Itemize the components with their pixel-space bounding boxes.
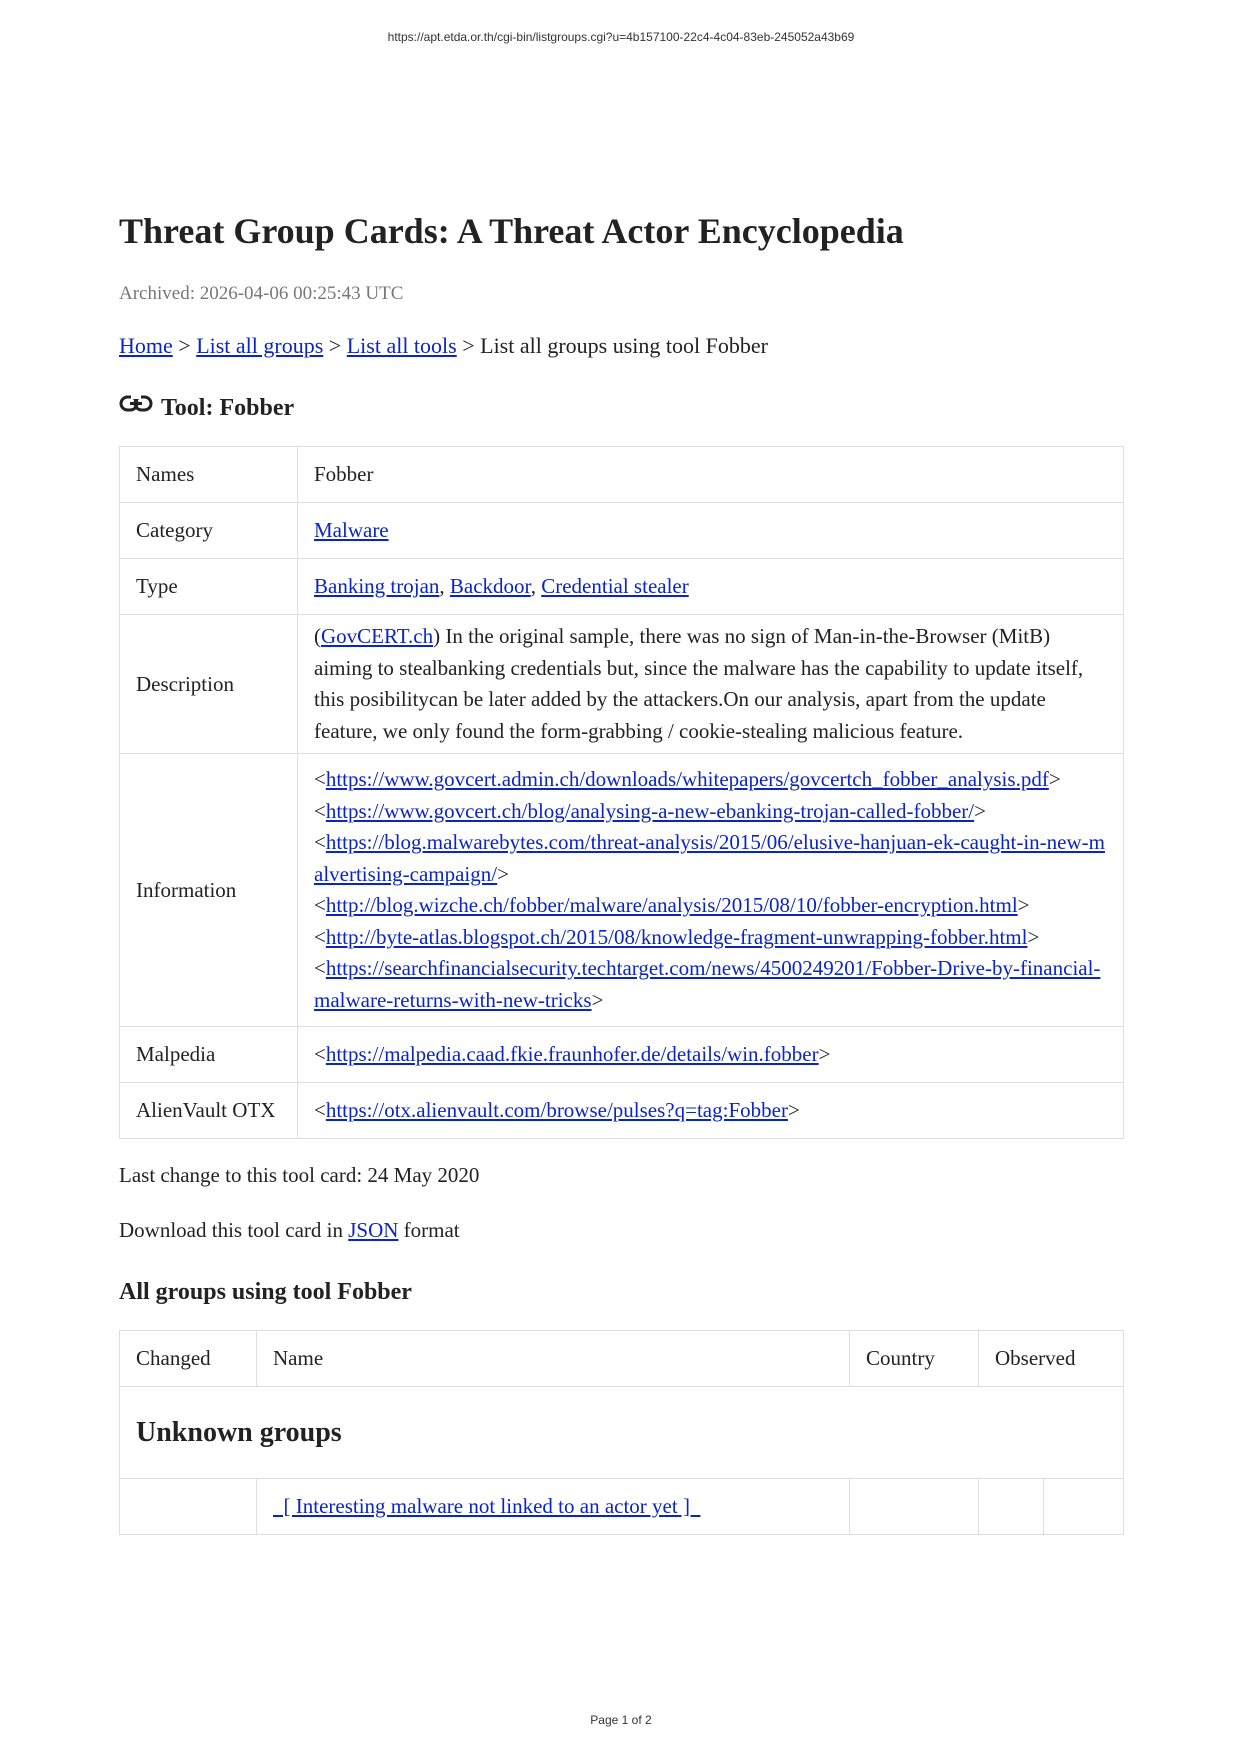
table-header-row [120,1331,1124,1387]
gt: > [974,798,986,823]
type-separator: , [530,574,542,599]
information-cell [298,754,1124,1027]
type-link-backdoor[interactable]: Backdoor [449,574,531,599]
column-header-changed: Changed [120,1331,257,1387]
type-link-credential-stealer[interactable]: Credential stealer [541,574,689,599]
lt: < [314,924,326,949]
breadcrumb-separator: > [172,333,197,359]
table-row [120,754,1124,1027]
breadcrumb-list-groups-link[interactable]: List all groups [196,333,324,359]
main-content [119,210,1124,1535]
gt: > [787,1098,800,1123]
gt: > [1048,767,1061,792]
information-label: Information [120,754,298,1027]
download-suffix: format [398,1218,460,1243]
malpedia-cell [298,1027,1124,1083]
table-row [120,1479,1124,1535]
breadcrumb-home-link[interactable]: Home [119,333,173,359]
last-change-text: Last change to this tool card: 24 May 2020 [119,1163,480,1188]
information-link-row [314,953,1107,1016]
print-url: https://apt.etda.or.th/cgi-bin/listgroups.cgi?u=4b157100-22c4-4c04-83eb-245052a43b69 [387,30,855,44]
information-link[interactable]: https://searchfinancialsecurity.techtarget.com/news/4500249201/Fobber-Drive-by-financial-malware-returns-with-new-tricks [314,956,1101,1012]
link-icon [119,394,153,414]
table-row [120,1083,1124,1139]
information-link[interactable]: https://www.govcert.admin.ch/downloads/whitepapers/govcertch_fobber_analysis.pdf [325,767,1049,792]
lt: < [314,767,326,792]
page-number: Page 1 of 2 [590,1713,652,1727]
country-cell [850,1479,979,1535]
breadcrumb-list-tools-link[interactable]: List all tools [346,333,457,359]
breadcrumb [119,333,1124,359]
table-row [120,615,1124,754]
groups-table [119,1330,1124,1535]
information-link-row [314,922,1107,954]
page-title: Threat Group Cards: A Threat Actor Encyclopedia [119,211,904,251]
description-source-link[interactable]: GovCERT.ch [321,624,434,649]
gt: > [818,1042,831,1067]
category-label: Category [120,503,298,559]
column-header-country: Country [850,1331,979,1387]
json-download-link[interactable]: JSON [348,1218,399,1243]
download-prefix: Download this tool card in [119,1218,349,1243]
gt: > [1017,893,1030,918]
lt: < [314,1098,326,1123]
section-row [120,1387,1124,1479]
category-link[interactable]: Malware [314,518,389,543]
information-link[interactable]: http://blog.wizche.ch/fobber/malware/analysis/2015/08/10/fobber-encryption.html [325,893,1018,918]
tool-heading-text: Tool: Fobber [161,395,295,422]
column-header-observed: Observed [979,1331,1124,1387]
breadcrumb-separator: > [323,333,347,359]
type-link-banking-trojan[interactable]: Banking trojan [314,574,440,599]
column-header-name: Name [257,1331,850,1387]
name-cell [257,1479,850,1535]
download-line [119,1218,1124,1243]
malpedia-label: Malpedia [120,1027,298,1083]
malpedia-link[interactable]: https://malpedia.caad.fkie.fraunhofer.de/details/win.fobber [325,1042,819,1067]
table-row [120,447,1124,503]
information-link[interactable]: http://byte-atlas.blogspot.ch/2015/08/knowledge-fragment-unwrapping-fobber.html [325,924,1028,949]
table-row [120,503,1124,559]
tool-heading [119,395,1124,422]
description-label: Description [120,615,298,754]
category-cell [298,503,1124,559]
description-paren: ( [314,624,321,649]
lt: < [314,798,326,823]
extra-cell [1044,1479,1124,1535]
information-link-row [314,764,1107,796]
information-link[interactable]: https://blog.malwarebytes.com/threat-analysis/2015/06/elusive-hanjuan-ek-caught-in-new-malvertising-campaign/ [314,830,1105,886]
lt: < [314,956,326,981]
information-link-row [314,890,1107,922]
table-row [120,559,1124,615]
type-label: Type [120,559,298,615]
description-cell [298,615,1124,754]
archived-timestamp: Archived: 2026-04-06 00:25:43 UTC [119,283,404,305]
section-heading-unknown-groups: Unknown groups [120,1387,1124,1479]
names-value: Fobber [298,447,1124,503]
information-link-row [314,796,1107,828]
otx-label: AlienVault OTX [120,1083,298,1139]
type-cell [298,559,1124,615]
observed-cell [979,1479,1044,1535]
information-link-row [314,827,1107,890]
gt: > [497,861,509,886]
lt: < [314,1042,326,1067]
description-text: ) In the original sample, there was no sign of Man-in-the-Browser (MitB) aiming to stealbanking credentials but, since the malware has the capability to update itself, this posibilitycan be later added by the attackers.On our analysis, apart from the update feature, we only found the form-grabbing / cookie-stealing malicious feature. [314,624,1084,743]
groups-heading: All groups using tool Fobber [119,1279,412,1306]
gt: > [591,987,604,1012]
group-link[interactable]: [ Interesting malware not linked to an actor yet ] [273,1494,701,1519]
otx-link[interactable]: https://otx.alienvault.com/browse/pulses?q=tag:Fobber [325,1098,788,1123]
otx-cell [298,1083,1124,1139]
table-row [120,1027,1124,1083]
names-label: Names [120,447,298,503]
lt: < [314,893,326,918]
breadcrumb-current: > List all groups using tool Fobber [456,333,768,359]
tool-card-table [119,446,1124,1139]
information-link[interactable]: https://www.govcert.ch/blog/analysing-a-new-ebanking-trojan-called-fobber/ [325,798,975,823]
gt: > [1027,924,1040,949]
lt: < [314,830,326,855]
changed-cell [120,1479,257,1535]
type-separator: , [439,574,450,599]
